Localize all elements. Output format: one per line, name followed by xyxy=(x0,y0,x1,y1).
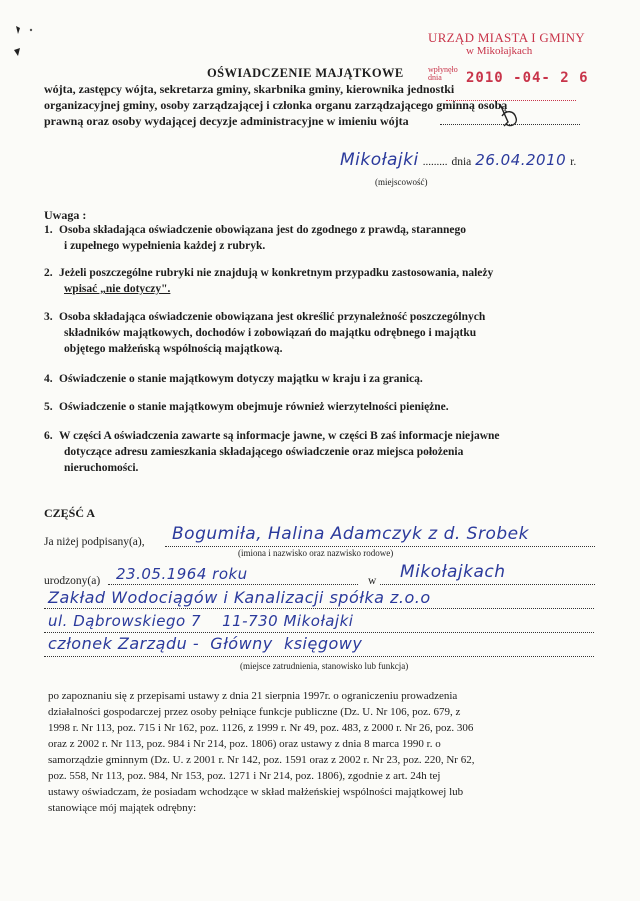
note-number: 5. xyxy=(44,401,53,413)
employment-caption: (miejsce zatrudnienia, stanowisko lub funkcja) xyxy=(240,661,409,671)
name-dotted-line xyxy=(165,546,595,547)
note-line: Osoba składająca oświadczenie obowiązana jest do zgodnego z prawdą, starannego xyxy=(59,224,466,236)
name-caption: (imiona i nazwisko oraz nazwisko rodowe) xyxy=(238,548,394,558)
employment-dotted-line-2 xyxy=(44,632,594,633)
note-item-4 xyxy=(44,371,604,389)
legal-basis-paragraph xyxy=(48,688,588,816)
header-line-3: prawną oraz osoby wydającej decyzje administracyjne w imieniu wójta xyxy=(44,114,409,128)
note-line: nieruchomości. xyxy=(64,462,139,474)
legal-basis-line: stanowiące mój majątek odrębny: xyxy=(48,802,197,814)
note-line: objętego małżeńską wspólnością majątkową. xyxy=(64,343,283,355)
note-number: 1. xyxy=(44,224,53,236)
legal-basis-line: 1998 r. Nr 113, poz. 715 i Nr 162, poz. 1126, z 1999 r. Nr 49, poz. 483, z 2000 r. Nr 26, poz. 306 xyxy=(48,722,474,734)
office-stamp-subtitle: w Mikołajkach xyxy=(466,45,533,57)
note-line: składników majątkowych, dochodów i zobowiązań do majątku odrębnego i majątku xyxy=(64,327,477,339)
employment-line-3: członek Zarządu - Główny księgowy xyxy=(48,634,363,653)
employment-dotted-line-1 xyxy=(44,608,594,609)
date-suffix: r. xyxy=(570,156,577,168)
place-date-row xyxy=(340,150,600,172)
born-place: Mikołajkach xyxy=(400,562,506,582)
place-value: Mikołajki xyxy=(340,150,419,170)
header-dotted-line xyxy=(440,124,580,125)
employment-line-2: ul. Dąbrowskiego 7 11-730 Mikołajki xyxy=(48,612,354,630)
signed-label: Ja niżej podpisany(a), xyxy=(44,536,145,548)
note-item-3 xyxy=(44,309,604,359)
born-place-dotted-line xyxy=(380,584,595,585)
note-item-5 xyxy=(44,399,604,417)
note-line: Oświadczenie o stanie majątkowym obejmuje również wierzytelności pieniężne. xyxy=(59,401,449,413)
legal-basis-line: działalności gospodarczej przez osoby pełniące funkcje publiczne (Dz. U. Nr 106, poz. 679, z xyxy=(48,706,461,718)
notes-heading: Uwaga : xyxy=(44,208,87,222)
legal-basis-line: ustawy oświadczam, że posiadam wchodzące w skład małżeńskiej wspólności majątkowej lub xyxy=(48,786,464,798)
note-number: 3. xyxy=(44,311,53,323)
date-value: 26.04.2010 xyxy=(475,151,567,169)
note-number: 2. xyxy=(44,267,53,279)
place-dots: ......... xyxy=(422,156,448,168)
note-line: wpisać „nie dotyczy". xyxy=(64,283,171,295)
note-number: 4. xyxy=(44,373,53,385)
note-item-1 xyxy=(44,222,604,256)
header-line-1: wójta, zastępcy wójta, sekretarza gminy, skarbnika gminy, kierownika jednostki xyxy=(44,82,455,96)
legal-basis-line: oraz z 2002 r. Nr 113, poz. 984 i Nr 214, poz. 1806) oraz ustawy z dnia 8 marca 1990 r. o xyxy=(48,738,441,750)
stamp-received-label: wpłynęło dnia xyxy=(428,65,458,82)
note-item-6 xyxy=(44,428,604,478)
legal-basis-line: poz. 558, Nr 113, poz. 984, Nr 153, poz. 1271 i Nr 214, poz. 1806), zgodnie z art. 24h tej xyxy=(48,770,441,782)
part-a-heading: CZĘŚĆ A xyxy=(44,506,96,520)
note-line: Jeżeli poszczególne rubryki nie znajdują w konkretnym przypadku zastosowania, należy xyxy=(59,267,494,279)
employment-dotted-line-3 xyxy=(44,656,594,657)
legal-basis-line: po zapoznaniu się z przepisami ustawy z dnia 21 sierpnia 1997r. o ograniczeniu prowadzenia xyxy=(48,690,458,702)
note-line: W części A oświadczenia zawarte są informacje jawne, w części B zaś informacje niejawne xyxy=(59,430,500,442)
header-line-2: organizacyjnej gminy, osoby zarządzającej i członka organu zarządzającego gminną osobą xyxy=(44,98,508,112)
document-title: OŚWIADCZENIE MAJĄTKOWE xyxy=(207,66,404,80)
note-line: dotyczące adresu zamieszkania składającego oświadczenie oraz miejsca położenia xyxy=(64,446,464,458)
born-in-label: w xyxy=(368,575,377,587)
born-label: urodzony(a) xyxy=(44,575,101,587)
note-item-2 xyxy=(44,265,604,299)
born-date: 23.05.1964 roku xyxy=(116,565,248,583)
staple-marks xyxy=(6,20,36,65)
date-label: dnia xyxy=(451,156,472,168)
signer-name: Bogumiła, Halina Adamczyk z d. Srobek xyxy=(172,524,529,544)
note-line: Oświadczenie o stanie majątkowym dotyczy majątku w kraju i za granicą. xyxy=(59,373,423,385)
note-line: i zupełnego wypełnienia każdej z rubryk. xyxy=(64,240,266,252)
stamp-received-date: 2010 -04- 2 6 xyxy=(466,70,589,86)
born-date-dotted-line xyxy=(108,584,358,585)
legal-basis-line: samorządzie gminnym (Dz. U. z 2001 r. Nr 142, poz. 1591 oraz z 2002 r. Nr 23, poz. 220, Nr 62, xyxy=(48,754,475,766)
employment-line-1: Zakład Wodociągów i Kanalizacji spółka z.o.o xyxy=(48,588,431,607)
note-number: 6. xyxy=(44,430,53,442)
place-caption: (miejscowość) xyxy=(375,177,428,187)
note-line: Osoba składająca oświadczenie obowiązana jest określić przynależność poszczególnych xyxy=(59,311,486,323)
office-stamp-title: URZĄD MIASTA I GMINY xyxy=(428,30,585,45)
